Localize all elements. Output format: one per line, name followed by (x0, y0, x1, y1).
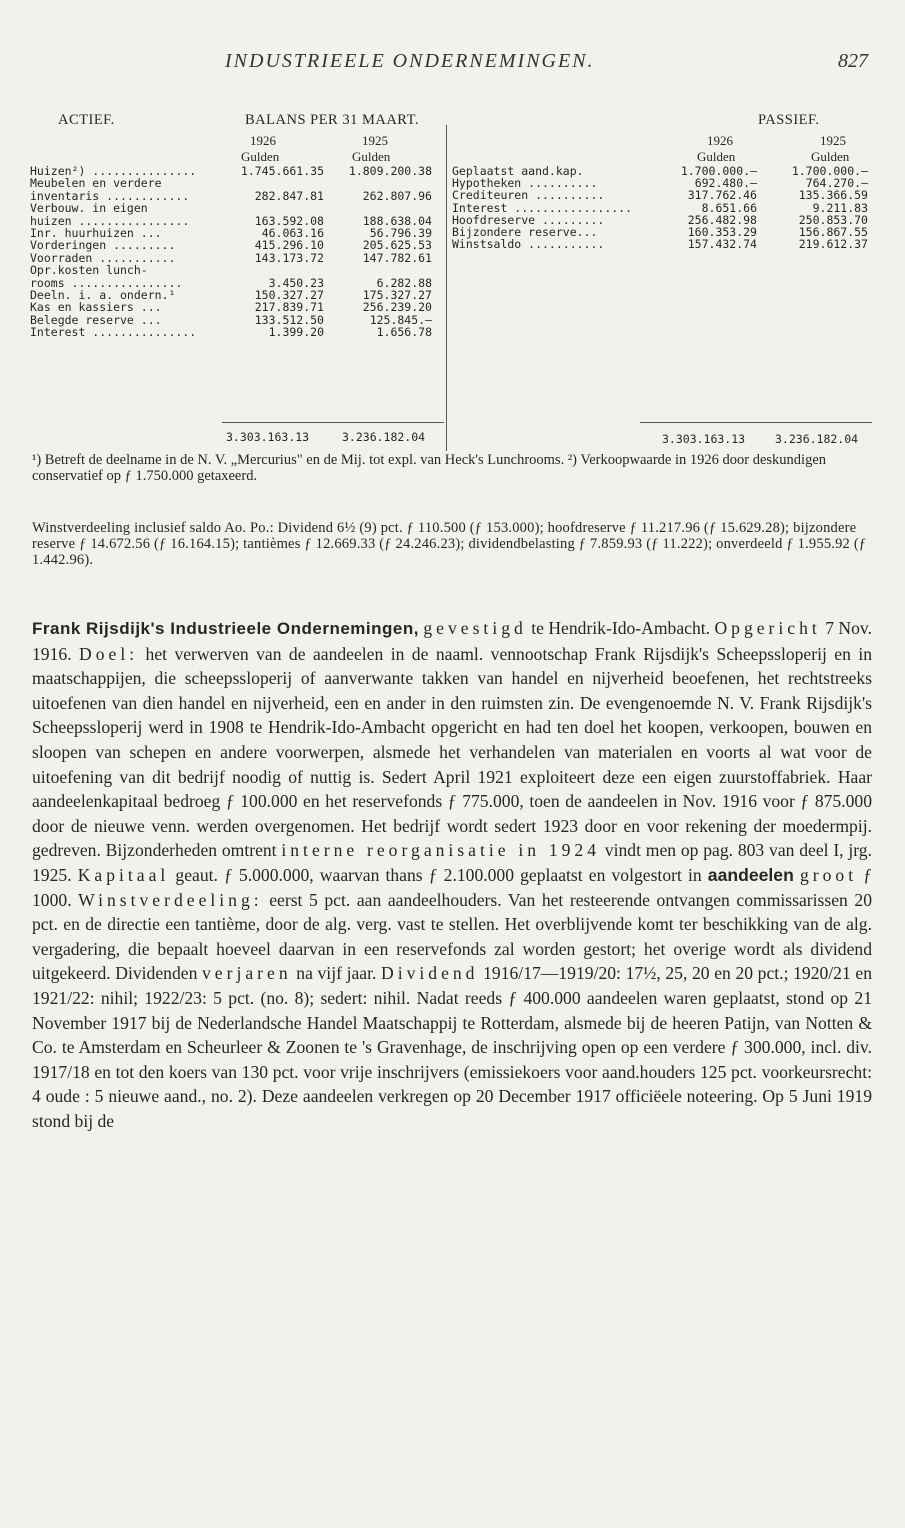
footnote-2: ²) Verkoopwaarde in 1926 door deskundigen conservatief op ƒ 1.750.000 getaxeerd. (32, 452, 827, 484)
asset-row (30, 264, 442, 289)
text-segment: eerst 5 pct. aan aandeelhouders. Van het resteerende ontvangen commissarissen 20 pct. en de directie een tantième, door de alg. verg. vast te stellen. Het overblijvende komt ter beschikking van de alg. vergadering, die bepaalt hoeveel daarvan in een reservefonds zal worden gestort; het overige wordt als dividend uitgekeerd. Dividenden (32, 889, 872, 984)
asset-value-1926: 46.063.16 (261, 225, 324, 240)
asset-label: Meubelen en verdere (30, 176, 162, 191)
asset-value-1925: 1.656.78 (376, 325, 432, 340)
label-kapitaal: Kapitaal (77, 864, 170, 885)
asset-value-1925: 147.782.61 (362, 250, 432, 265)
liabilities-year-1925: 1925 (820, 133, 846, 148)
label-dividend: Dividend (381, 963, 479, 984)
label-groot: groot (799, 864, 858, 885)
asset-value-1925: 188.638.04 (362, 213, 432, 228)
liabilities-total-rule (640, 422, 872, 423)
asset-label: Inr. huurhuizen ... (30, 225, 162, 240)
company-description (32, 616, 872, 1133)
liability-value-1925: 135.366.59 (798, 188, 868, 203)
liability-value-1925: 9.211.83 (812, 200, 868, 215)
liability-label: Hoofdreserve ......... (452, 212, 605, 227)
asset-label-continued: huizen ................ (30, 213, 190, 228)
asset-label: Belegde reserve ... (30, 312, 162, 327)
liability-value-1926: 8.651.66 (701, 200, 757, 215)
asset-row (30, 202, 442, 227)
asset-label-continued: rooms ................ (30, 275, 183, 290)
liability-label: Bijzondere reserve... (452, 224, 598, 239)
asset-value-1926: 1.745.661.35 (240, 164, 324, 178)
asset-value-1925: 1.809.200.38 (348, 164, 432, 178)
asset-value-1926: 3.450.23 (268, 275, 324, 290)
liability-label: Crediteuren .......... (452, 188, 605, 203)
text-segment: vindt men op pag. 803 van deel I, jrg. 1925. (32, 840, 872, 885)
label-reorganisatie: interne reorganisatie in 1924 (281, 840, 601, 861)
asset-label: Deeln. i. a. ondern.¹ (30, 287, 176, 302)
assets-currency-1926: Gulden (241, 149, 280, 164)
page-number: 827 (838, 50, 868, 72)
asset-value-1926: 150.327.27 (254, 287, 324, 302)
text-segment: geaut. ƒ 5.000.000, waarvan thans ƒ 2.100.000 geplaatst en volgestort in (169, 864, 708, 885)
asset-value-1925: 6.282.88 (376, 275, 432, 290)
liability-value-1925: 219.612.37 (798, 237, 868, 252)
asset-value-1926: 282.847.81 (254, 188, 324, 203)
liability-value-1926: 692.480.— (694, 176, 757, 191)
label-gevestigd: gevestigd (423, 618, 527, 638)
assets-total-1926: 3.303.163.13 (226, 430, 310, 444)
assets-year-1926: 1926 (250, 133, 276, 148)
profit-distribution: Winstverdeeling inclusief saldo Ao. Po.: Dividend 6½ (9) pct. ƒ 110.500 (ƒ 153.000); hoofdreserve ƒ 11.217.96 (ƒ 15.629.28); bijzondere reserve ƒ 14.672.56 (ƒ 16.164.15); tantièmes ƒ 12.669.33 (ƒ 24.246.23); dividendbelasting ƒ 7.859.93 (ƒ 11.222); onverdeeld ƒ 1.955.92 (ƒ 1.442.96). (32, 520, 867, 569)
balance-title: BALANS PER 31 MAART. (245, 112, 420, 128)
asset-value-1925: 56.796.39 (369, 225, 432, 240)
liability-value-1925: 764.270.— (805, 176, 868, 191)
liabilities-currency-1926: Gulden (697, 149, 736, 164)
balance-divider (446, 125, 447, 451)
liability-label: Interest ................. (452, 200, 633, 215)
liability-value-1925: 1.700.000.— (791, 164, 868, 178)
label-verjaren: verjaren (202, 963, 292, 984)
text-segment: te Hendrik-Ido-Ambacht. (526, 618, 715, 638)
running-title: INDUSTRIEELE ONDERNEMINGEN. (225, 50, 595, 72)
text-segment: het verwerven van de aandeelen in de naaml. vennootschap Frank Rijsdijk's Scheepssloperij en in maatschappijen, die scheepssloperij of aanverwante takken van handel en nijverheid beoefenen, het rechtstreeks uitoefenen van dien handel en nijverheid, een en ander in den ruimsten zin. De evengenoemde N. V. Frank Rijsdijk's Scheepssloperij werd in 1908 te Hendrik-Ido-Ambacht opgericht en had ten doel het koopen, verkoopen, bouwen en sloopen van schepen en andere voorwerpen, alsmede het verhandelen van materialen en voorts al wat voor de uitoefening van dit bedrijf noodig of nuttig is. Sedert April 1921 exploiteert deze een eigen zuurstoffabriek. Haar aandeelenkapitaal bedroeg ƒ 100.000 en het reservefonds ƒ 775.000, toen de aandeelen in Nov. 1916 voor ƒ 875.000 door de nieuwe venn. werden overgenomen. Het bedrijf wordt sedert 1923 door en voor rekening der moedermpij. gedreven. Bijzonderheden omtrent (32, 643, 872, 861)
liability-value-1926: 1.700.000.— (680, 164, 757, 178)
asset-row (30, 177, 442, 202)
label-opgericht: Opgericht (714, 618, 821, 638)
liability-row (452, 189, 872, 201)
liability-value-1926: 157.432.74 (687, 237, 757, 252)
text-segment: na vijf jaar. (291, 963, 381, 984)
assets-currency-1925: Gulden (352, 149, 391, 164)
asset-label: Kas en kassiers ... (30, 300, 162, 315)
liability-row (452, 238, 872, 250)
liability-label: Winstsaldo ........... (452, 237, 605, 252)
assets-year-1925: 1925 (362, 133, 388, 148)
text-segment: ƒ 1000. (32, 864, 873, 910)
asset-value-1925: 175.327.27 (362, 287, 432, 302)
asset-row (30, 301, 442, 313)
asset-value-1925: 205.625.53 (362, 238, 432, 253)
asset-value-1926: 143.173.72 (254, 250, 324, 265)
text-segment: 7 Nov. 1916. (32, 618, 872, 664)
text-segment: 1916/17—1919/20: 17½, 25, 20 en 20 pct.; 1920/21 en 1921/22: nihil; 1922/23: 5 pct. (no. 8); sedert: nihil. Nadat reeds ƒ 400.000 aandeelen waren geplaatst, stond op 21 November 1917 bij de Nederlandsche Handel Maatschappij te Rotterdam, alsmede bij de heeren Patijn, van Notten & Co. te Amsterdam en Scheurleer & Zoonen te 's Gravenhage, de inschrijving open op een verdere ƒ 300.000, incl. div. 1917/18 en tot den koers van 130 pct. voor vrije inschrijvers (emissiekoers voor aand.houders 125 pct. voorkeursrecht: 4 oude : 5 nieuwe aand., no. 2). Deze aandeelen verkregen op 20 December 1917 officiëele noteering. Op 5 Juni 1919 stond bij de (32, 963, 873, 1131)
assets-table (30, 165, 442, 339)
label-doel: Doel: (79, 643, 139, 664)
asset-label: Interest ............... (30, 325, 197, 340)
asset-value-1925: 256.239.20 (362, 300, 432, 315)
label-aandeelen: aandeelen (707, 864, 794, 885)
asset-value-1925: 125.845.— (369, 312, 432, 327)
asset-label: Verbouw. in eigen (30, 201, 148, 216)
liabilities-total-1925: 3.236.182.04 (775, 432, 859, 446)
company-name: Frank Rijsdijk's Industrieele Ondernemingen, (32, 619, 419, 638)
liability-value-1925: 250.853.70 (798, 212, 868, 227)
asset-label: Opr.kosten lunch- (30, 263, 148, 278)
asset-label: Huizen²) ............... (30, 164, 197, 178)
liability-row (452, 202, 872, 214)
asset-row (30, 239, 442, 251)
asset-value-1926: 163.592.08 (254, 213, 324, 228)
asset-value-1926: 415.296.10 (254, 238, 324, 253)
liabilities-year-1926: 1926 (707, 133, 733, 148)
liability-value-1925: 156.867.55 (798, 224, 868, 239)
asset-value-1926: 1.399.20 (268, 325, 324, 340)
liabilities-heading: PASSIEF. (758, 112, 820, 128)
liabilities-currency-1925: Gulden (811, 149, 850, 164)
asset-value-1926: 217.839.71 (254, 300, 324, 315)
asset-label-continued: inventaris ............ (30, 188, 190, 203)
liability-value-1926: 256.482.98 (687, 212, 757, 227)
footnote-1: ¹) Betreft de deelname in de N. V. „Mercurius" en de Mij. tot expl. van Heck's Lunchrooms. (32, 452, 565, 468)
liability-label: Hypotheken .......... (452, 176, 598, 191)
label-winstverdeeling: Winstverdeeling: (78, 889, 263, 910)
assets-total-1925: 3.236.182.04 (342, 430, 426, 444)
footnotes (32, 452, 877, 484)
liability-value-1926: 317.762.46 (687, 188, 757, 203)
liabilities-table (452, 165, 872, 250)
asset-value-1925: 262.807.96 (362, 188, 432, 203)
asset-row (30, 326, 442, 338)
asset-label: Voorraden ........... (30, 250, 176, 265)
asset-label: Vorderingen ......... (30, 238, 176, 253)
assets-heading: ACTIEF. (58, 112, 115, 128)
assets-total-rule (222, 422, 444, 423)
liability-label: Geplaatst aand.kap. (452, 164, 584, 178)
liability-value-1926: 160.353.29 (687, 224, 757, 239)
asset-value-1926: 133.512.50 (254, 312, 324, 327)
running-head (0, 50, 905, 80)
liabilities-total-1926: 3.303.163.13 (662, 432, 746, 446)
